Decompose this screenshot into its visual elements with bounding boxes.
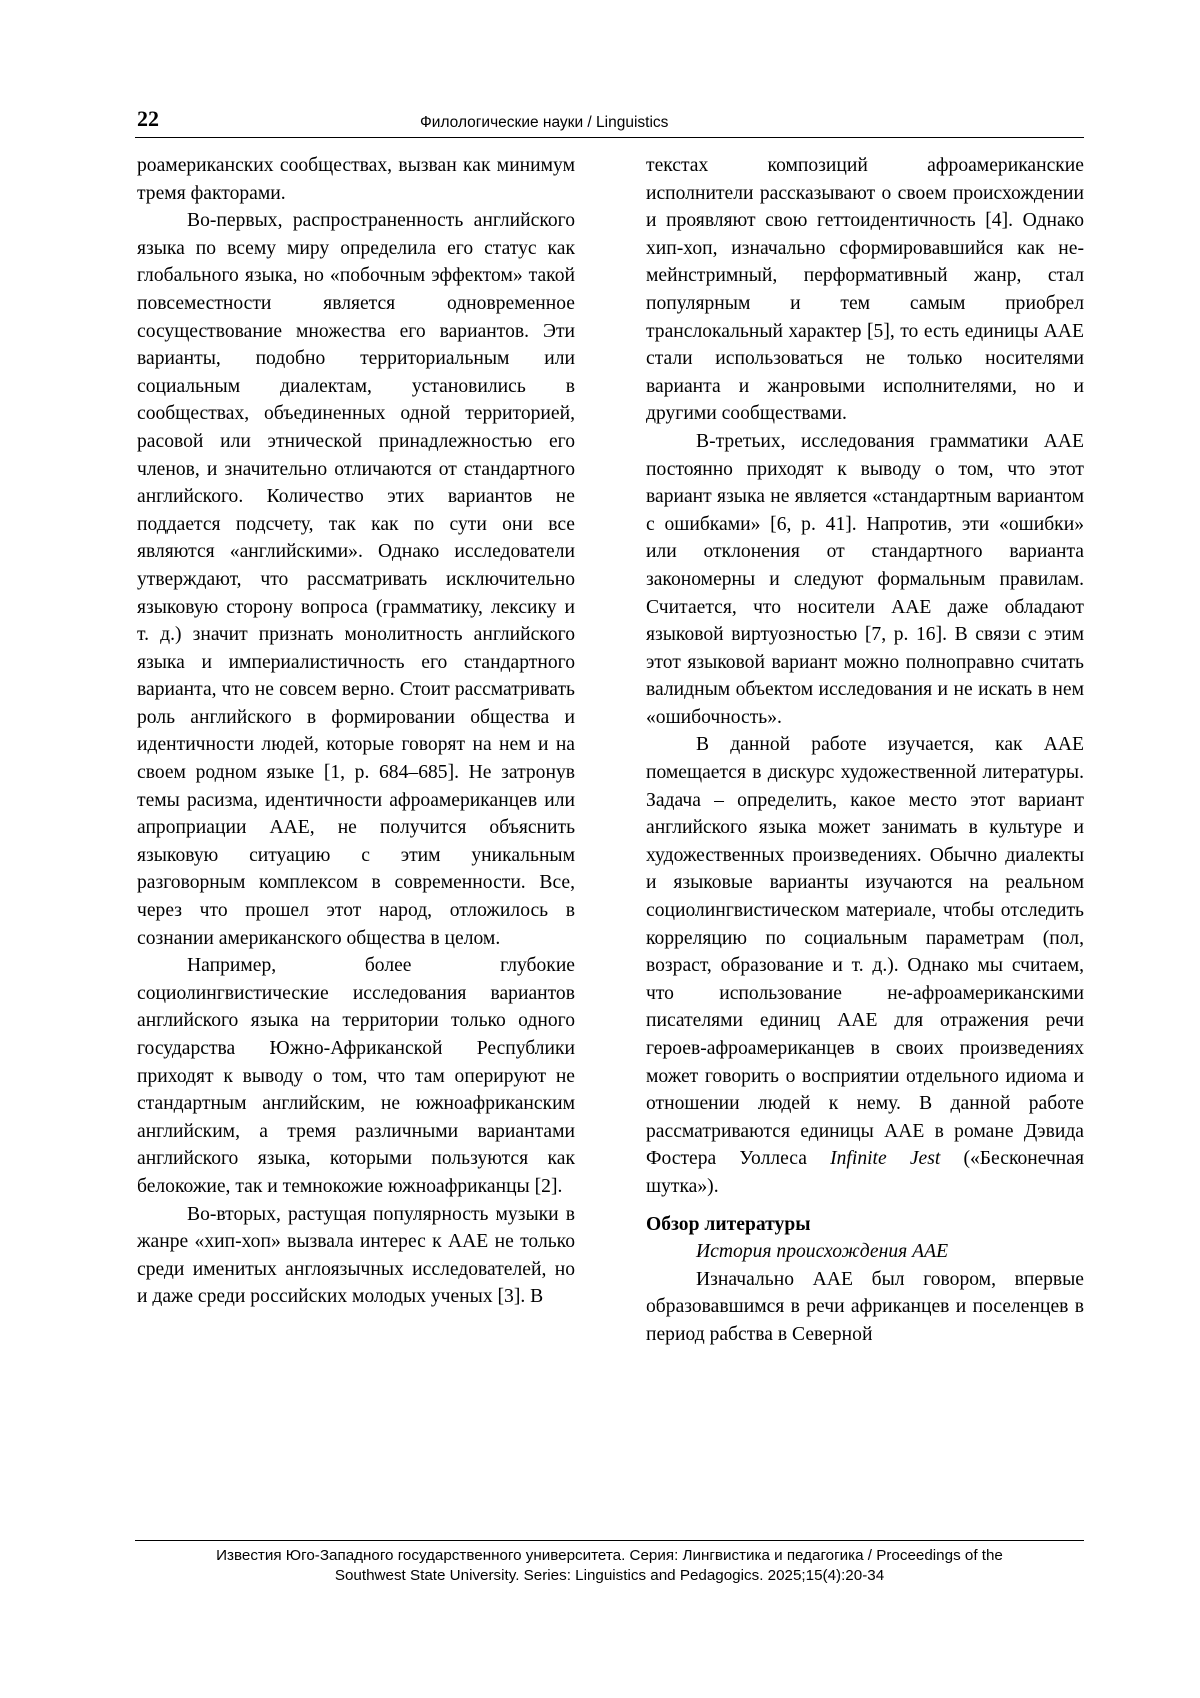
paragraph: Например, более глубокие социолингвистические исследования вариантов английского языка на территории только одного государства Южно-Африканской Республики приходят к выводу о том, что там оперируют не стандартным английским, не южноафриканским английским, а тремя различными вариантами английского языка, которыми пользуются как белокожие, так и темнокожие южноафриканцы [2]. (137, 955, 575, 1197)
footer-line: Известия Юго-Западного государственного университета. Серия: Лингвистика и педагогика / Proceedings of the (216, 1547, 1003, 1564)
page-number: 22 (137, 106, 159, 131)
paragraph: роамериканских сообществах, вызван как минимум тремя факторами. (137, 155, 575, 204)
paragraph: текстах композиций афроамериканские исполнители рассказывают о своем происхождении и проявляют свою геттоидентичность [4]. Однако хип-хоп, изначально сформировавшийся как не-мейнстримный, перформативный жанр, стал популярным и тем самым приобрел транслокальный характер [5], то есть единицы ААЕ стали использоваться не только носителями варианта и жанровыми исполнителями, но и другими сообществами. (646, 155, 1084, 425)
subsection-heading: История происхождения ААЕ (696, 1241, 949, 1263)
running-title: Филологические науки / Linguistics (420, 114, 669, 131)
footer-rule (135, 1540, 1084, 1541)
footer-citation (135, 1546, 1084, 1586)
paragraph-text: («Бесконечная шутка»). (646, 1148, 1085, 1197)
header-rule (135, 137, 1084, 138)
paragraph: Во-первых, распространенность английского языка по всему миру определила его статус как глобального языка, но «побочным эффектом» такой повсеместности является одновременное сосуществование множества его вариантов. Эти варианты, подобно территориальным или социальным диалектам, установились в сообществах, объединенных одной территорией, расовой или этнической принадлежностью его членов, и значительно отличаются от стандартного английского. Количество этих вариантов не поддается подсчету, так как по сути они все являются «английскими». Однако исследователи утверждают, что рассматривать исключительно языковую сторону вопроса (грамматику, лексику и т. д.) значит признать монолитность английского языка и империалистичность его стандартного варианта, что не совсем верно. Стоит рассматривать роль английского в формировании общества и идентичности людей, которые говорят на нем и на своем родном языке [1, p. 684–685]. Не затронув темы расизма, идентичности афроамериканцев или апроприации ААЕ, не получится объяснить языковую ситуацию с этим уникальным разговорным комплексом в современности. Все, через что прошел этот народ, отложилось в сознании американского общества в целом. (137, 210, 575, 949)
left-column (137, 152, 575, 1311)
paragraph (646, 731, 1084, 1200)
paragraph: В-третьих, исследования грамматики ААЕ постоянно приходят к выводу о том, что этот вариант языка не является «стандартным вариантом с ошибками» [6, p. 41]. Напротив, эти «ошибки» или отклонения от стандартного варианта закономерны и следуют формальным правилам. Считается, что носители ААЕ даже обладают языковой виртуозностью [7, p. 16]. В связи с этим этот языковой вариант можно полноправно считать валидным объектом исследования и не искать в нем «ошибочность». (646, 430, 1084, 728)
novel-title: Infinite Jest (830, 1148, 941, 1170)
section-heading: Обзор литературы (646, 1213, 811, 1235)
right-column (646, 152, 1084, 1349)
paragraph: Во-вторых, растущая популярность музыки в жанре «хип-хоп» вызвала интерес к ААЕ не только среди именитых англоязычных исследователей, но и даже среди российских молодых ученых [3]. В (137, 1203, 575, 1308)
paragraph: Изначально ААЕ был говором, впервые образовавшимся в речи африканцев и поселенцев в период рабства в Северной (646, 1268, 1084, 1345)
paragraph-text: В данной работе изучается, как ААЕ помещается в дискурс художественной литературы. Задача – определить, какое место этот вариант английского языка может занимать в культуре и художественных произведениях. Обычно диалекты и языковые варианты изучаются на реальном социолингвистическом материале, чтобы отследить корреляцию по социальным параметрам (пол, возраст, образование и т. д.). Однако мы считаем, что использование не-афроамериканскими писателями единиц ААЕ для отражения речи героев-афроамериканцев в своих произведениях может говорить о восприятии отдельного идиома и отношении людей к нему. В данной работе рассматриваются единицы ААЕ в романе Дэвида Фостера Уоллеса (646, 734, 1084, 1170)
footer-line: Southwest State University. Series: Linguistics and Pedagogics. 2025;15(4):20-34 (334, 1567, 885, 1584)
